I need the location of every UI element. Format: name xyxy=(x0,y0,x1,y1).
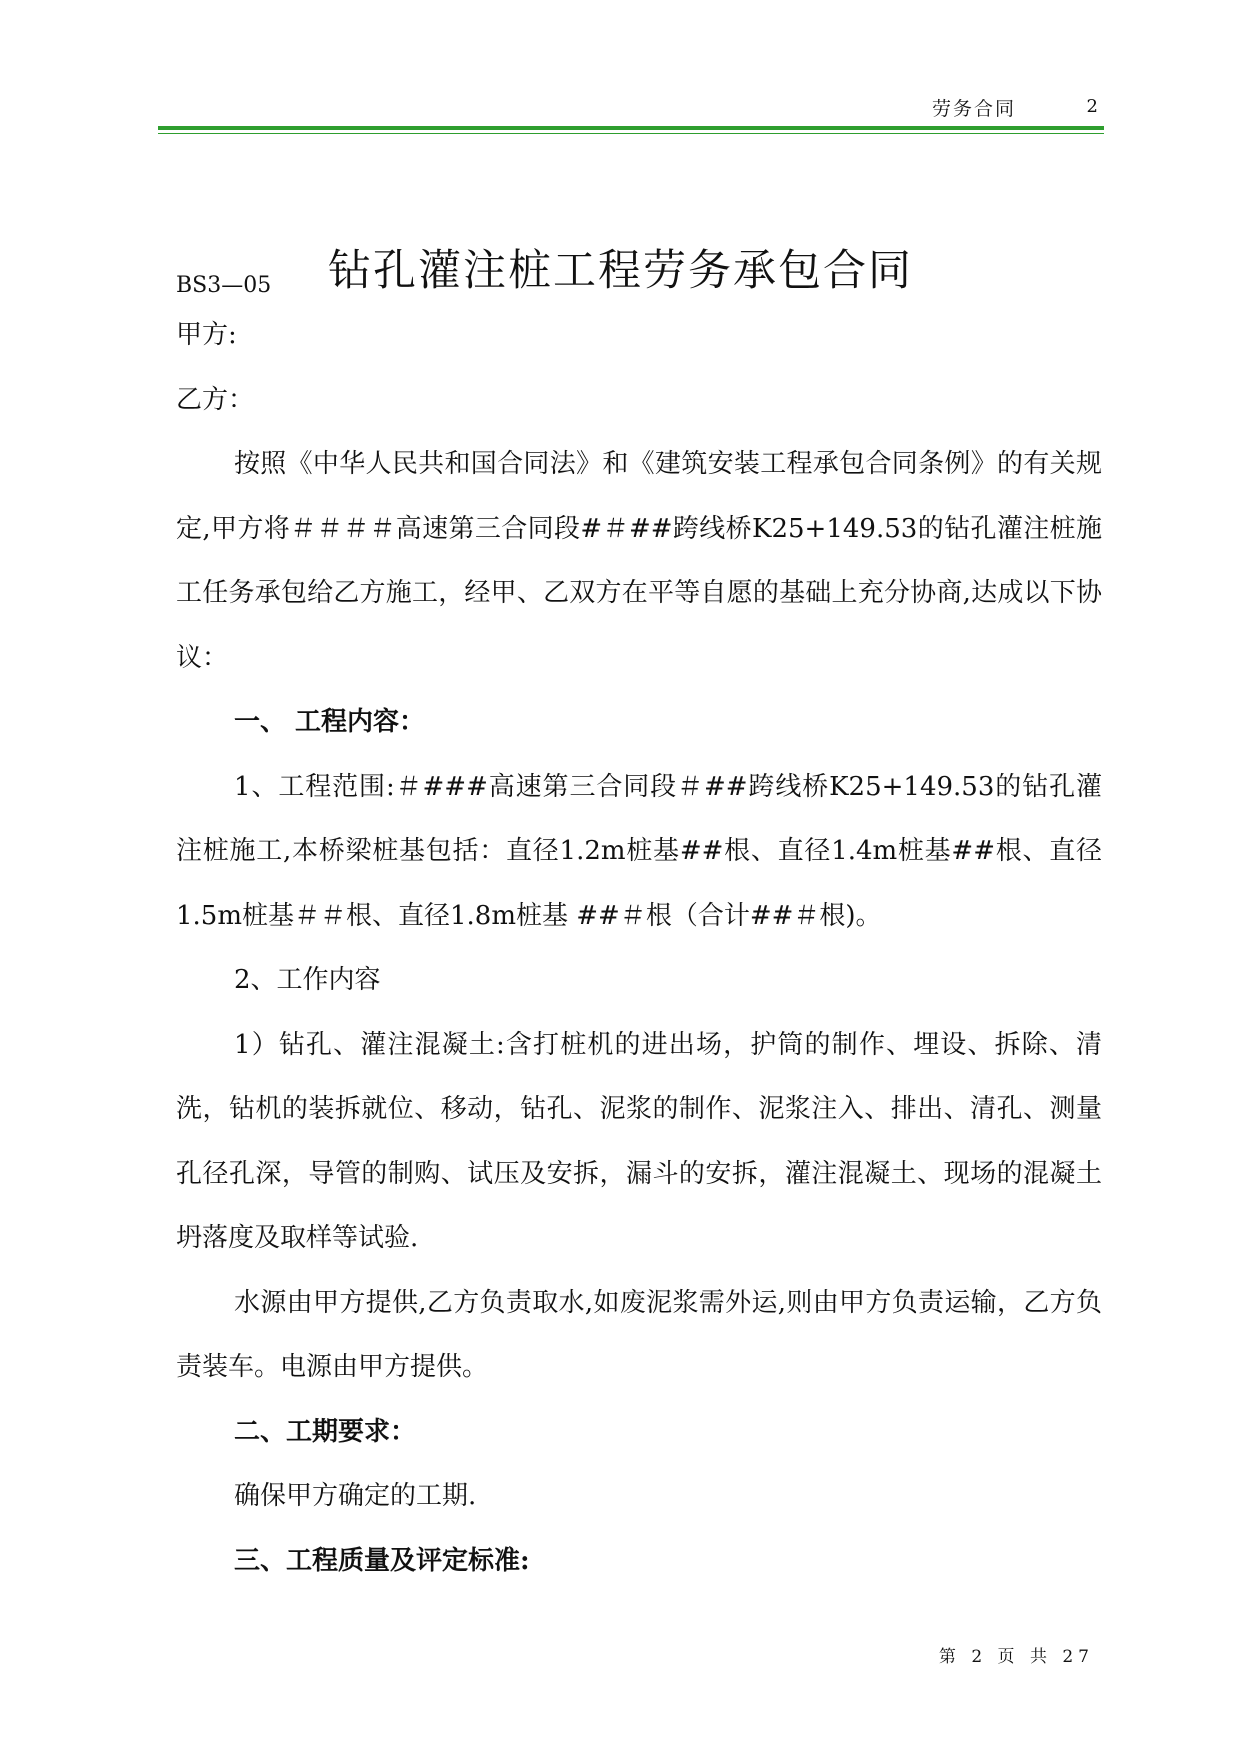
work-item-1: 1）钻孔、灌注混凝土:含打桩机的进出场，护筒的制作、埋设、拆除、清洗，钻机的装拆就位、移动，钻孔、泥浆的制作、泥浆注入、排出、清孔、测量孔径孔深，导管的制购、试压及安拆，漏斗的安拆，灌注混凝土、现场的混凝土坍落度及取样等试验. xyxy=(176,1029,1102,1253)
page-header xyxy=(158,88,1104,132)
section-heading-3: 三、工程质量及评定标准: xyxy=(234,1545,530,1576)
party-a-line: 甲方: xyxy=(176,320,237,350)
header-title: 劳务合同 xyxy=(931,98,1016,120)
party-b-line: 乙方： xyxy=(176,384,255,415)
section-heading-1: 一、 工程内容： xyxy=(234,707,426,737)
scope-paragraph: 1、工程范围:＃###高速第三合同段＃##跨线桥K25+149.53的钻孔灌注桩施工,本桥梁桩基包括：直径1.2m桩基##根、直径1.4m桩基##根、直径1.5m桩基＃＃根、直径1.8m桩基 ##＃根（合计##＃根)。 xyxy=(176,771,1102,931)
header-rule-thick xyxy=(158,126,1104,130)
footer-page-info: 第 2 页 共 27 xyxy=(938,1647,1094,1667)
document-title: 钻孔灌注桩工程劳务承包合同 xyxy=(328,245,913,296)
document-body xyxy=(176,303,1102,1593)
document-code: BS3—05 xyxy=(176,273,272,298)
schedule-paragraph: 确保甲方确定的工期. xyxy=(234,1481,477,1511)
section-heading-2: 二、工期要求： xyxy=(234,1416,417,1447)
header-page-number: 2 xyxy=(1086,96,1098,117)
work-content-heading: 2、工作内容 xyxy=(234,965,381,995)
water-power-paragraph: 水源由甲方提供,乙方负责取水,如废泥浆需外运,则由甲方负责运输，乙方负责装车。电源由甲方提供。 xyxy=(176,1287,1102,1382)
header-rule-thin xyxy=(158,133,1104,134)
intro-paragraph: 按照《中华人民共和国合同法》和《建筑安装工程承包合同条例》的有关规定,甲方将＃＃＃＃高速第三合同段#＃##跨线桥K25+149.53的钻孔灌注桩施工任务承包给乙方施工，经甲、乙双方在平等自愿的基础上充分协商,达成以下协议： xyxy=(176,449,1102,673)
page-footer xyxy=(0,1642,1241,1667)
